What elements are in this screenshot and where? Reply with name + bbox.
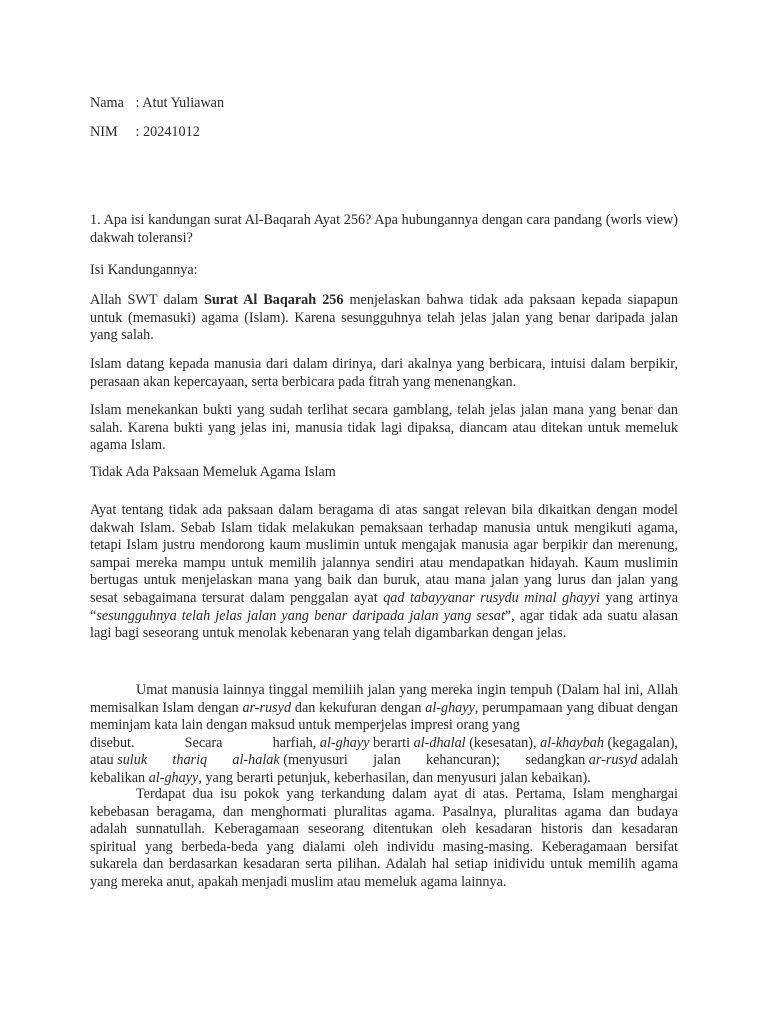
nim-label: NIM	[90, 124, 118, 140]
nim-row	[90, 124, 200, 141]
nim-value: : 20241012	[135, 124, 200, 140]
nama-value: : Atut Yuliawan	[135, 95, 225, 111]
question-text: 1. Apa isi kandungan surat Al-Baqarah Ayat 256? Apa hubungannya dengan cara pandang (worls view) dakwah toleransi?	[90, 212, 678, 246]
paragraph-4: Ayat tentang tidak ada paksaan dalam beragama di atas sangat relevan bila dikaitkan dengan model dakwah Islam. Sebab Islam tidak melakukan pemaksaan terhadap manusia untuk mengikuti agama, tetapi Islam justru mendorong kaum muslimin untuk mengajak manusia agar berpikir dan merenung, sampai mereka mampu untuk memilih jalannya sendiri atau mendapatkan hidayah. Kaum muslimin bertugas untuk menjelaskan mana yang baik dan buruk, atau mana jalan yang lurus dan jalan yang sesat sebagaimana tersurat dalam penggalan ayat qad tabayyanar rusydu minal ghayyi yang artinya “sesungguhnya telah jelas jalan yang benar daripada jalan yang sesat”, agar tidak ada suatu alasan lagi bagi seseorang untuk menolak kebenaran yang telah digambarkan dengan jelas.	[90, 502, 679, 642]
paragraph-1: Allah SWT dalam Surat Al Baqarah 256 menjelaskan bahwa tidak ada paksaan kepada siapapun untuk (memasuki) agama (Islam). Karena sesungguhnya telah jelas jalan yang benar daripada jalan yang salah.	[90, 292, 678, 344]
paragraph-5: Umat manusia lainnya tinggal memiliih jalan yang mereka ingin tempuh (Dalam hal ini, Allah memisalkan Islam dengan ar-rusyd dan kekufuran dengan al-ghayy, perumpamaan yang dibuat dengan meminjam kata lain dengan maksud untuk memperjelas impresi orang yang disebut. Secara harfiah, al-ghayy berarti al-dhalal (kesesatan), al-khaybah (kegagalan), atau suluk thariq al-halak (menyusuri jalan kehancuran); sedangkan ar-rusyd adalah kebalikan al-ghayy, yang berarti petunjuk, keberhasilan, dan menyusuri jalan kebaikan).	[90, 682, 679, 786]
ayat-transliteration: qad tabayyanar rusydu minal ghayyi	[383, 589, 600, 606]
nama-label: Nama	[90, 95, 124, 111]
heading-tidak-ada-paksaan: Tidak Ada Paksaan Memeluk Agama Islam	[90, 464, 336, 480]
heading-isi: Isi Kandungannya:	[90, 262, 198, 278]
nama-row	[90, 95, 224, 112]
paragraph-2: Islam datang kepada manusia dari dalam dirinya, dari akalnya yang berbicara, intuisi dalam berpikir, perasaan akan kepercayaan, serta berbicara pada fitrah yang menenangkan.	[90, 356, 678, 390]
question-block	[90, 212, 678, 247]
paragraph-3: Islam menekankan bukti yang sudah terlihat secara gamblang, telah jelas jalan mana yang benar dan salah. Karena bukti yang jelas ini, manusia tidak lagi dipaksa, diancam atau ditekan untuk memeluk agama Islam.	[90, 402, 678, 454]
surah-reference: Surat Al Baqarah 256	[203, 292, 344, 308]
ayat-translation: sesungguhnya telah jelas jalan yang benar daripada jalan yang sesat	[96, 607, 505, 624]
paragraph-6: Terdapat dua isu pokok yang terkandung dalam ayat di atas. Pertama, Islam menghargai kebebasan beragama, dan menghormati pluralitas agama. Pasalnya, pluralitas agama dan budaya adalah sunnatullah. Keberagamaan seseorang ditentukan oleh kesadaran historis dan kesadaran spiritual yang berbeda-beda yang dialami oleh individu masing-masing. Keberagamaan bersifat sukarela dan berdasarkan kesadaran serta pilihan. Adalah hal setiap inidividu untuk memilih agama yang mereka anut, apakah menjadi muslim atau memeluk agama lainnya.	[90, 786, 678, 890]
